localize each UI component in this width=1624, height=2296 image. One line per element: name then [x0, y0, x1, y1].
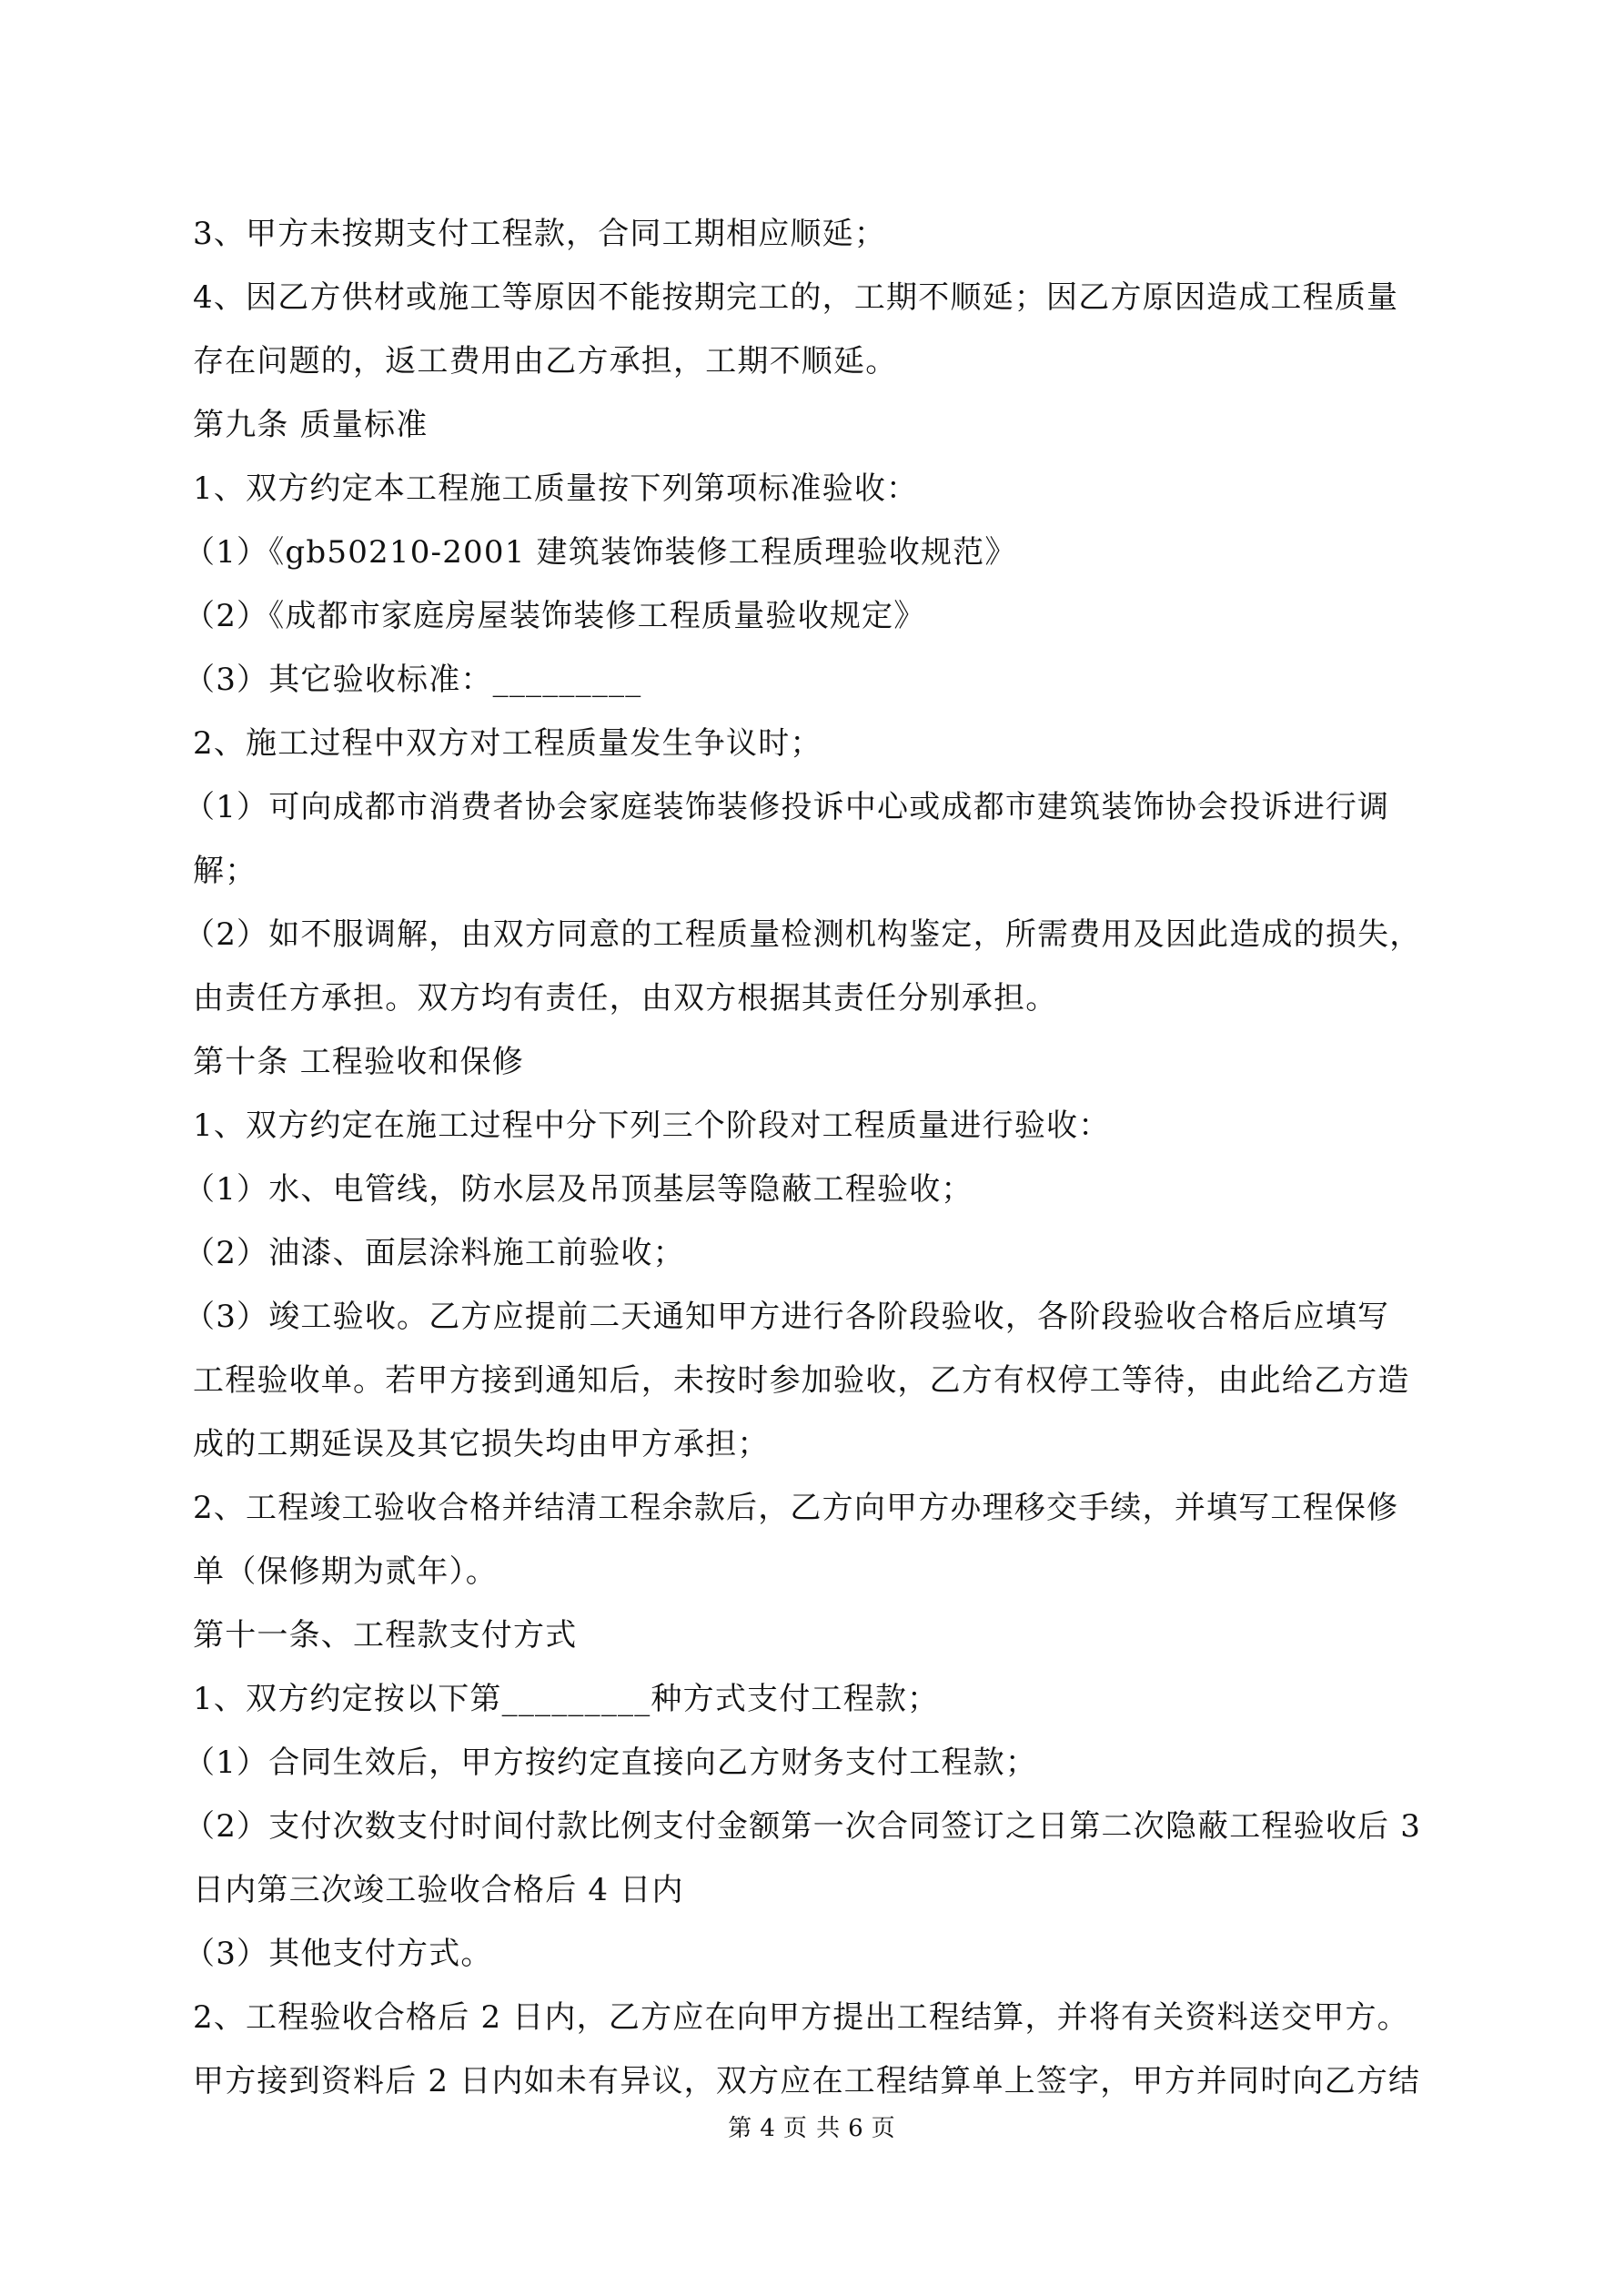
document-body: [184, 202, 1448, 2113]
text-line: （2）油漆、面层涂料施工前验收；: [184, 1235, 685, 1271]
text-line: （1）合同生效后，甲方按约定直接向乙方财务支付工程款；: [184, 1745, 1038, 1781]
text-line: 成的工期延误及其它损失均由甲方承担；: [193, 1426, 770, 1462]
text-line: 日内第三次竣工验收合格后 4 日内: [193, 1872, 684, 1908]
text-line: （2）如不服调解，由双方同意的工程质量检测机构鉴定，所需费用及因此造成的损失，: [184, 916, 1422, 953]
text-line: 由责任方承担。双方均有责任，由双方根据其责任分别承担。: [193, 980, 1058, 1017]
text-line: （3）其它验收标准：_________: [184, 662, 642, 698]
footer-prefix: 第: [728, 2115, 753, 2142]
text-line: 1、双方约定在施工过程中分下列三个阶段对工程质量进行验收：: [193, 1108, 1111, 1144]
text-line: 1、双方约定按以下第_________种方式支付工程款；: [193, 1681, 940, 1717]
text-line: （1）《gb50210-2001 建筑装饰装修工程质理验收规范》: [184, 534, 1017, 571]
text-line: 2、工程验收合格后 2 日内，乙方应在向甲方提出工程结算，并将有关资料送交甲方。: [193, 1999, 1409, 2036]
text-line: 2、工程竣工验收合格并结清工程余款后，乙方向甲方办理移交手续，并填写工程保修: [193, 1490, 1399, 1526]
text-line: 解；: [193, 853, 257, 889]
text-line: （2）《成都市家庭房屋装饰装修工程质量验收规定》: [184, 598, 926, 634]
section-heading: 第十条 工程验收和保修: [193, 1044, 525, 1080]
page-footer: [0, 2109, 1624, 2143]
footer-suffix: 页: [871, 2115, 896, 2142]
text-line: （1）水、电管线，防水层及吊顶基层等隐蔽工程验收；: [184, 1171, 973, 1208]
text-line: 工程验收单。若甲方接到通知后，未按时参加验收，乙方有权停工等待，由此给乙方造: [193, 1362, 1410, 1399]
text-line: 单（保修期为贰年）。: [193, 1553, 498, 1590]
text-line: 2、施工过程中双方对工程质量发生争议时；: [193, 725, 822, 762]
text-line: （1）可向成都市消费者协会家庭装饰装修投诉中心或成都市建筑装饰协会投诉进行调: [184, 789, 1390, 825]
section-heading: 第十一条、工程款支付方式: [193, 1617, 578, 1654]
footer-current-page: 4: [760, 2115, 776, 2142]
text-line: 4、因乙方供材或施工等原因不能按期完工的，工期不顺延；因乙方原因造成工程质量: [193, 279, 1399, 316]
text-line: 存在问题的，返工费用由乙方承担，工期不顺延。: [193, 343, 898, 379]
text-line: 1、双方约定本工程施工质量按下列第项标准验收：: [193, 470, 919, 507]
section-heading: 第九条 质量标准: [193, 407, 429, 443]
text-line: （3）其他支付方式。: [184, 1936, 493, 1972]
text-line: 3、甲方未按期支付工程款，合同工期相应顺延；: [193, 216, 887, 252]
text-line: （3）竣工验收。乙方应提前二天通知甲方进行各阶段验收，各阶段验收合格后应填写: [184, 1299, 1390, 1335]
footer-total-pages: 6: [848, 2115, 864, 2142]
text-line: 甲方接到资料后 2 日内如未有异议，双方应在工程结算单上签字，甲方并同时向乙方结: [193, 2063, 1421, 2099]
text-line: （2）支付次数支付时间付款比例支付金额第一次合同签订之日第二次隐蔽工程验收后 3: [184, 1808, 1422, 1845]
footer-middle: 页 共: [782, 2115, 842, 2142]
